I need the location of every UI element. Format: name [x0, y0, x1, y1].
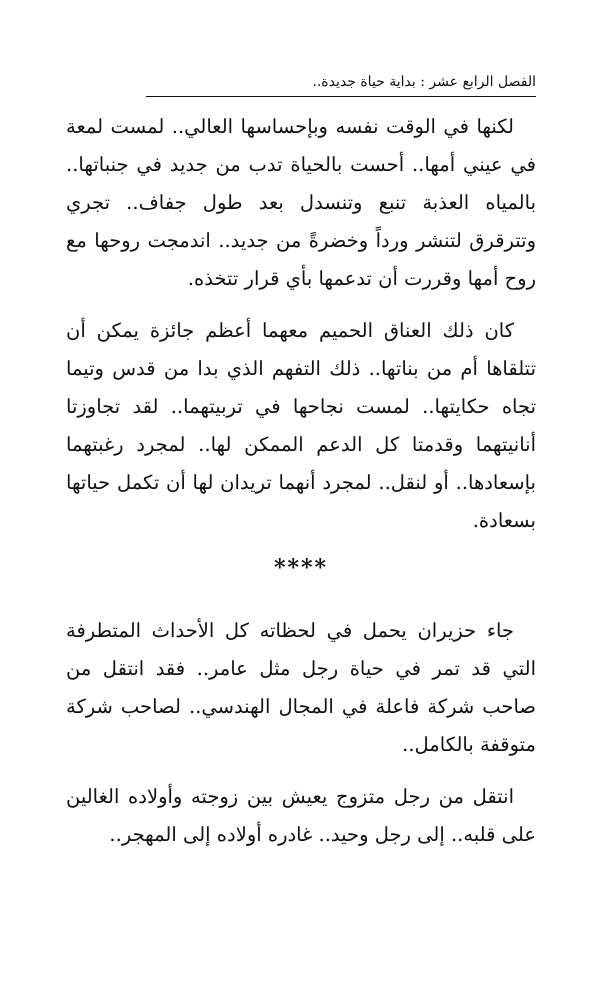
section-separator: **** — [273, 555, 329, 581]
paragraph: انتقل من رجل متزوج يعيش بين زوجته وأولاده الغالين على قلبه.. إلى رجل وحيد.. غادره أولاده إلى المهجر.. — [66, 785, 536, 846]
paragraph: كان ذلك العناق الحميم معهما أعظم جائزة يمكن أن تتلقاها أم من بناتها.. ذلك التفهم الذي بدا من قدس وتيما تجاه حكايتها.. لمست نجاحها في تربيتهما.. لقد تجاوزتا أنانيتهما وقدمتا كل الدعم الممكن لها.. لمجرد رغبتهما بإسعادها.. أو لنقل.. لمجرد أنهما تريدان لها أن تكمل حياتها بسعادة. — [66, 319, 536, 532]
header-rule — [146, 96, 536, 97]
body-text — [66, 108, 536, 860]
paragraph: لكنها في الوقت نفسه وبإحساسها العالي.. لمست لمعة في عيني أمها.. أحست بالحياة تدب من جديد في جنباتها.. بالمياه العذبة تنبع وتنسدل بعد طول جفاف.. تجري وتترقرق لتنشر ورداً وخضرةً من جديد.. اندمجت روحها مع روح أمها وقررت أن تدعمها بأي قرار تتخذه. — [66, 115, 536, 290]
paragraph: جاء حزيران يحمل في لحظاته كل الأحداث المتطرفة التي قد تمر في حياة رجل مثل عامر.. فقد انتقل من صاحب شركة فاعلة في المجال الهندسي.. لصاحب شركة متوقفة بالكامل.. — [66, 619, 536, 756]
running-header: الفصل الرابع عشر : بداية حياة جديدة.. — [312, 74, 536, 90]
